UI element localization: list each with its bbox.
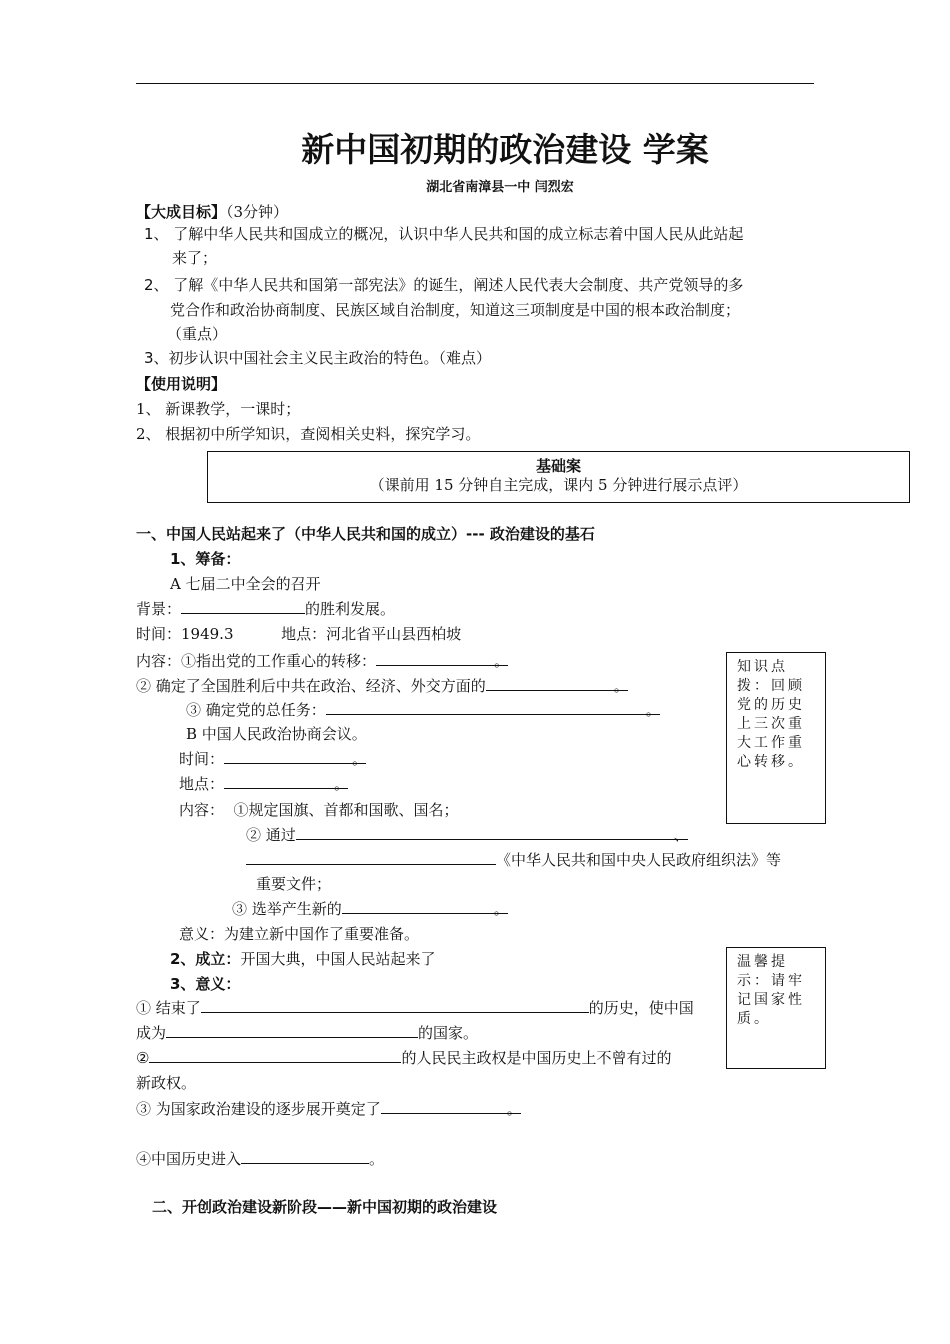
- b-place-period: 。: [334, 775, 350, 793]
- background-suffix: 的胜利发展。: [305, 600, 396, 618]
- b-time-label: 时间：: [179, 750, 225, 768]
- meaning-3-period: 。: [506, 1100, 522, 1118]
- b-content-3-blank[interactable]: [342, 899, 509, 918]
- b-place-label: 地点：: [179, 775, 225, 793]
- a-title: A 七届二中全会的召开: [170, 575, 321, 593]
- content-1-blank[interactable]: [376, 651, 510, 670]
- meaning-4-text: ④中国历史进入: [136, 1150, 242, 1168]
- prep-heading: 1、筹备：: [170, 550, 241, 568]
- content-line-1: [136, 651, 508, 671]
- b-content-2c: 重要文件；: [256, 875, 332, 893]
- goal-item-2: 2、 了解《中华人民共和国第一部宪法》的诞生，阐述人民代表大会制度、共产党领导的多: [144, 276, 744, 294]
- section2-heading: 二、开创政治建设新阶段——新中国初期的政治建设: [152, 1198, 498, 1216]
- b-content-2-text: ② 通过: [246, 826, 296, 844]
- goals-time: （3分钟）: [226, 203, 289, 221]
- usage-item-1: 1、 新课教学，一课时；: [136, 400, 301, 418]
- b-title: B 中国人民政治协商会议。: [186, 725, 367, 743]
- meaning-1-prefix: ① 结束了: [136, 999, 201, 1017]
- b-content-1: 内容： ①规定国旗、首都和国歌、国名；: [179, 801, 459, 819]
- goals-heading: 【大成目标】: [136, 203, 227, 221]
- meaning-1-line: [136, 998, 694, 1018]
- content-line-2: [136, 676, 628, 696]
- meaning-4-period: 。: [369, 1150, 385, 1168]
- background-line: [136, 599, 395, 619]
- b-content-2-line: [246, 825, 688, 845]
- content-2-text: ② 确定了全国胜利后中共在政治、经济、外交方面的: [136, 677, 486, 695]
- meaning-1b-suffix: 的国家。: [418, 1024, 479, 1042]
- content-2-blank[interactable]: [486, 676, 629, 695]
- goal-item-2-cont: 党合作和政治协商制度、民族区域自治制度，知道这三项制度是中国的根本政治制度；: [170, 301, 741, 319]
- background-label: 背景：: [136, 600, 182, 618]
- meaning-heading: 3、意义：: [170, 975, 241, 993]
- content-1-period: 。: [494, 652, 510, 670]
- meaning-3-text: ③ 为国家政治建设的逐步展开奠定了: [136, 1100, 381, 1118]
- meaning-2b: 新政权。: [136, 1074, 197, 1092]
- content-3-blank[interactable]: [326, 700, 661, 719]
- time-place-line: 时间：1949.3 地点：河北省平山县西柏坡: [136, 625, 462, 643]
- b-place-blank[interactable]: [224, 774, 350, 793]
- section1-heading: 一、中国人民站起来了（中华人民共和国的成立）--- 政治建设的基石: [136, 525, 595, 543]
- b-content-2b-blank[interactable]: [246, 850, 496, 865]
- meaning-4-blank[interactable]: [241, 1149, 369, 1164]
- content-3-period: 。: [645, 701, 661, 719]
- meaning-2-prefix: ②: [136, 1049, 150, 1067]
- background-blank[interactable]: [181, 599, 305, 614]
- basic-case-heading: 基础案: [535, 457, 581, 475]
- meaning-2-line: [136, 1048, 671, 1068]
- goals-heading-line: [136, 202, 288, 222]
- b-time-period: 。: [352, 750, 368, 768]
- b-content-2-dunhao: 、: [673, 826, 689, 844]
- usage-heading: 【使用说明】: [136, 375, 227, 393]
- content-1-text: 内容：①指出党的工作重心的转移：: [136, 652, 377, 670]
- b-content-3-line: [232, 899, 508, 919]
- author-line: 湖北省南漳县一中 闫烈宏: [426, 180, 574, 195]
- b-time-blank[interactable]: [224, 749, 368, 768]
- b-time-line: [179, 749, 366, 769]
- meaning-2-suffix: 的人民民主政权是中国历史上不曾有过的: [401, 1049, 672, 1067]
- meaning-3-blank[interactable]: [381, 1099, 522, 1118]
- b-content-3-period: 。: [493, 900, 509, 918]
- meaning-1b-line: [136, 1023, 478, 1043]
- basic-case-box: [207, 451, 910, 503]
- founding-text: 开国大典，中国人民站起来了: [240, 950, 436, 968]
- goal-item-1-cont: 来了；: [172, 249, 218, 267]
- b-meaning: 意义：为建立新中国作了重要准备。: [179, 925, 420, 943]
- reminder-tip-box: 温馨提示：请牢记国家性质。: [726, 947, 826, 1069]
- meaning-1b-prefix: 成为: [136, 1024, 167, 1042]
- meaning-1-suffix: 的历史，使中国: [588, 999, 694, 1017]
- meaning-4-line: [136, 1149, 384, 1169]
- basic-case-subtitle: （课前用 15 分钟自主完成，课内 5 分钟进行展示点评）: [369, 476, 748, 494]
- meaning-1-blank[interactable]: [201, 998, 589, 1013]
- b-content-3-text: ③ 选举产生新的: [232, 900, 342, 918]
- top-rule: [136, 83, 814, 84]
- founding-label: 2、成立：: [170, 950, 241, 968]
- goal-item-3: 3、初步认识中国社会主义民主政治的特色。（难点）: [144, 349, 492, 367]
- b-content-2b-text: 《中华人民共和国中央人民政府组织法》等: [496, 851, 782, 869]
- b-content-2-blank[interactable]: [296, 825, 689, 844]
- goal-item-1: 1、 了解中华人民共和国成立的概况，认识中华人民共和国的成立标志着中国人民从此站起: [144, 225, 744, 243]
- page-title: 新中国初期的政治建设 学案: [301, 130, 709, 169]
- meaning-2-blank[interactable]: [149, 1048, 401, 1063]
- content-line-3: [186, 700, 660, 720]
- usage-item-2: 2、 根据初中所学知识，查阅相关史料，探究学习。: [136, 425, 481, 443]
- goal-item-2-key: （重点）: [167, 325, 228, 343]
- founding-line: [170, 949, 435, 969]
- knowledge-tip-box: 知识点拨：回顾党的历史上三次重大工作重心转移。: [726, 652, 826, 824]
- meaning-3-line: [136, 1099, 521, 1119]
- content-3-text: ③ 确定党的总任务：: [186, 701, 326, 719]
- b-place-line: [179, 774, 348, 794]
- meaning-1b-blank[interactable]: [166, 1023, 418, 1038]
- content-2-period: 。: [613, 677, 629, 695]
- b-content-2b-line: [246, 850, 781, 870]
